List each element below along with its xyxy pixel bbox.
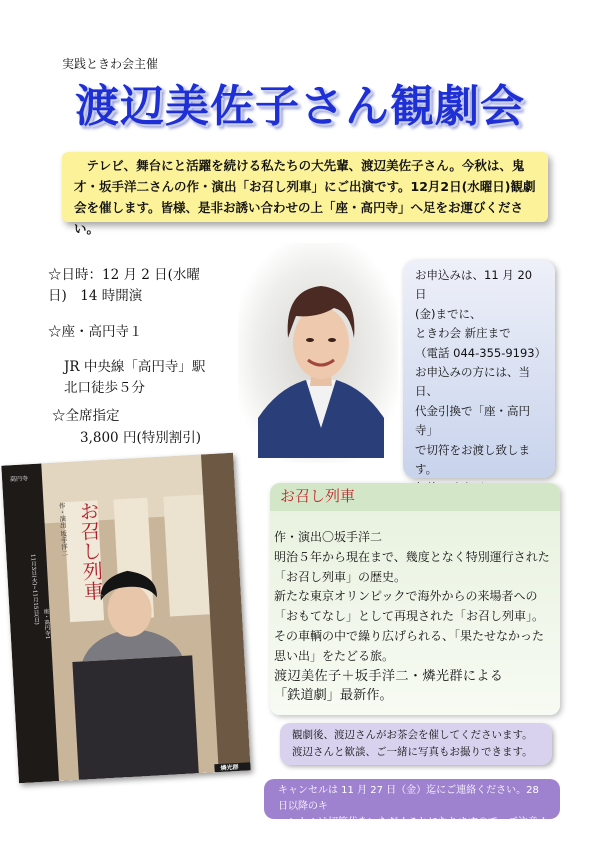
- play-line: 作・演出〇坂手洋二: [274, 530, 383, 544]
- play-line: 「おもてなし」として再現された「お召し列車」。: [274, 609, 545, 624]
- apply-line: 代金引換で「座・高円寺」: [415, 403, 530, 438]
- play-poster: [1, 453, 250, 783]
- apply-line: お申込みは、11 月 20 日: [415, 268, 533, 302]
- sponsor-label: 実践ときわ会主催: [62, 57, 159, 71]
- poster-author: 作・演出 坂手洋二: [57, 502, 69, 557]
- venue-line: ☆座・高円寺１: [48, 324, 143, 340]
- date-line-2: 日) 14 時開演: [48, 288, 143, 304]
- poster-title: お召し列車: [75, 500, 105, 602]
- poster-logo: 高円寺: [9, 475, 29, 484]
- access-line-2: 北口徒歩５分: [64, 380, 145, 396]
- seating-line: ☆全席指定: [52, 408, 120, 424]
- poster-venue: 座・高円寺1: [42, 608, 51, 640]
- apply-phone: （電話 044-355-9193）: [415, 345, 547, 360]
- cancel-line-2: ャンセルは切符代をいただくことになりますので、ご注意ください。: [278, 817, 548, 844]
- intro-box: テレビ、舞台にと活躍を続ける私たちの大先輩、渡辺美佐子さん。今秋は、鬼才・坂手洋二さんの作・演出「お召し列車」にご出演です。12月2日(水曜日)観劇会を催します。皆様、是非お誘い合わせの上「座・高円寺」へ足をお運びください。: [62, 152, 548, 222]
- page-title: 渡辺美佐子さん観劇会: [75, 81, 525, 132]
- play-line: 「お召し列車」の歴史。: [274, 569, 407, 584]
- play-line: 明治５年から現在まで、幾度となく特別運行された: [274, 549, 550, 564]
- poster-troupe: 燐光群: [220, 763, 239, 772]
- tea-line-1: 観劇後、渡辺さんがお茶会を催してくださいます。: [292, 729, 533, 741]
- play-line: 渡辺美佐子＋坂手洋二・燐光群による: [274, 668, 504, 684]
- date-line-1: ☆日時：12 月 2 日(水曜: [48, 267, 200, 283]
- play-description-text: [274, 528, 558, 706]
- access-line-1: JR 中央線「高円寺」駅: [64, 359, 206, 375]
- play-line: 思い出」をたどる旅。: [274, 648, 395, 663]
- application-info-box: [403, 260, 555, 478]
- apply-line: ときわ会 新庄まで: [415, 326, 511, 341]
- poster-artwork: [1, 453, 250, 783]
- portrait-photo: [258, 268, 384, 458]
- cancellation-note: [264, 779, 560, 844]
- apply-line: で切符をお渡し致します。: [415, 442, 530, 477]
- tea-line-2: 渡辺さんと歓談、ご一緒に写真もお撮りできます。: [292, 746, 533, 758]
- play-line: 新たな東京オリンピックで海外からの来場者への: [274, 589, 538, 604]
- play-line: その車輌の中で繰り広げられる、「果たせなかった: [274, 628, 545, 643]
- poster-dates: 11月3日(火)~11月15日(日): [29, 553, 40, 625]
- play-title-heading: お召し列車: [270, 483, 560, 511]
- tea-party-note: [280, 723, 552, 765]
- apply-line: お申込みの方には、当日、: [415, 365, 530, 399]
- cancel-line-1: キャンセルは 11 月 27 日（金）迄にご連絡ください。28 日以降のキ: [278, 785, 539, 812]
- price-line: 3,800 円(特別割引): [80, 430, 201, 446]
- play-line: 「鉄道劇」最新作。: [274, 688, 393, 704]
- apply-line: (金)までに、: [415, 306, 482, 321]
